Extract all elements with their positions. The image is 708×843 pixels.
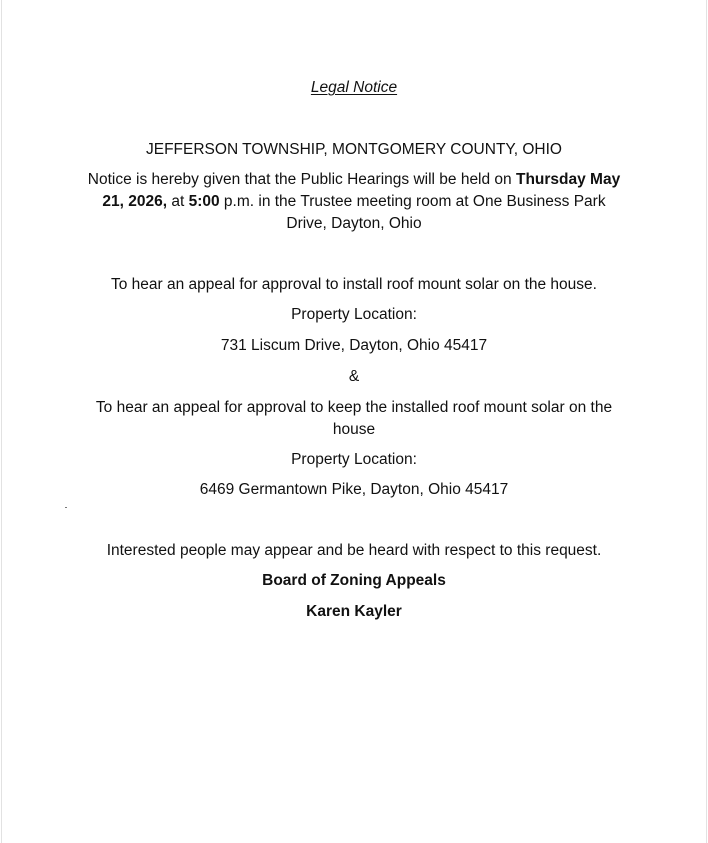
hearing1-location-label: Property Location:: [291, 306, 417, 323]
notice-heading: Legal Notice: [310, 79, 398, 96]
intro-lead: Notice is hereby given that the Public Hearings will be held on: [87, 171, 516, 188]
signer-name: Karen Kayler: [306, 603, 402, 620]
closing-statement: Interested people may appear and be heard with respect to this request.: [106, 542, 602, 559]
legal-notice-page: [1, 0, 707, 843]
hearing2-location-label: Property Location:: [291, 451, 417, 468]
jurisdiction-line: JEFFERSON TOWNSHIP, MONTGOMERY COUNTY, OHIO: [146, 141, 562, 158]
hearing1-purpose: To hear an appeal for approval to install roof mount solar on the house.: [111, 276, 597, 293]
intro-at: at: [167, 193, 189, 210]
scan-speck: [65, 507, 67, 508]
intro-rest: p.m. in the Trustee meeting room at One Business Park Drive, Dayton, Ohio: [219, 193, 606, 232]
ampersand-separator: &: [348, 368, 360, 385]
hearing-date: Thursday May 21, 2026,: [102, 171, 621, 210]
hearing1-address: 731 Liscum Drive, Dayton, Ohio 45417: [220, 337, 488, 354]
hearing-intro-paragraph: [86, 169, 622, 235]
hearing2-address: 6469 Germantown Pike, Dayton, Ohio 45417: [199, 481, 509, 498]
hearing-time: 5:00: [188, 193, 220, 210]
hearing2-purpose: To hear an appeal for approval to keep the installed roof mount solar on the house: [95, 399, 613, 438]
board-name: Board of Zoning Appeals: [262, 572, 446, 589]
